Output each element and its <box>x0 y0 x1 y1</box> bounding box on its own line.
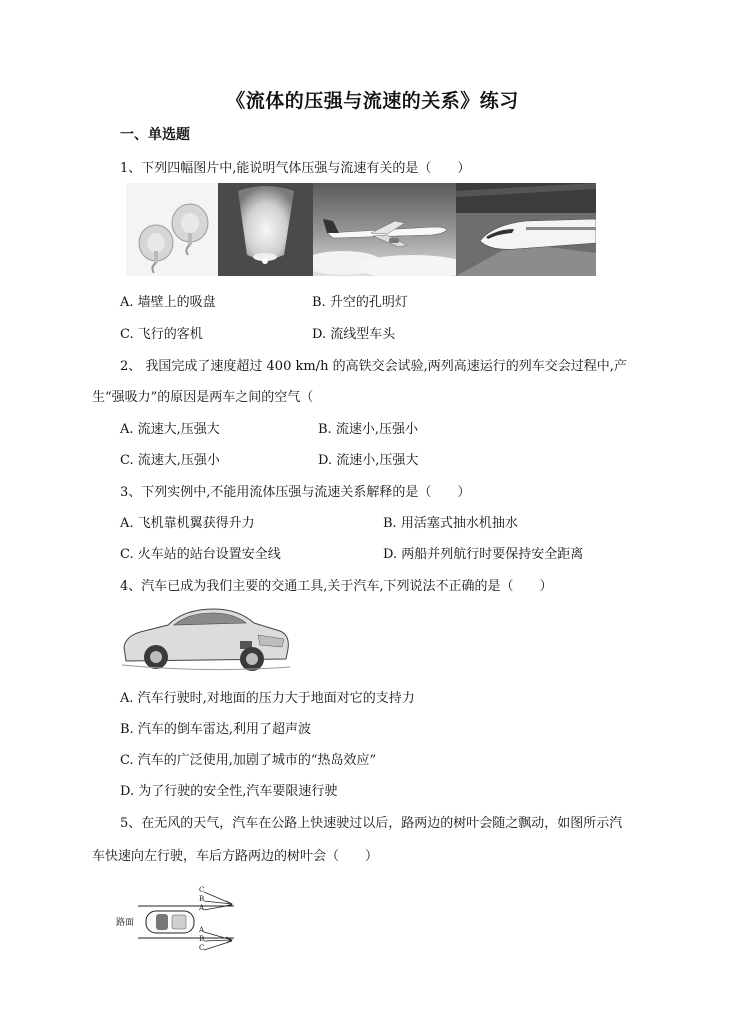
question-3-option-b[interactable]: B. 用活塞式抽水机抽水 <box>383 516 518 531</box>
airplane-photo <box>313 183 456 276</box>
question-2-option-a[interactable]: A. 流速大,压强大 <box>120 422 220 437</box>
question-1-stem: 1、下列四幅图片中,能说明气体压强与流速有关的是（ ） <box>120 161 471 176</box>
question-4-option-a[interactable]: A. 汽车行驶时,对地面的压力大于地面对它的支持力 <box>120 691 415 706</box>
label-top-c: C <box>199 886 205 894</box>
question-4-option-d[interactable]: D. 为了行驶的安全性,汽车要限速行驶 <box>120 784 338 799</box>
question-2-stem-line-1: 2、 我国完成了速度超过 400 km/h 的高铁交会试验,两列高速运行的列车交会过程中,产 <box>120 359 627 374</box>
question-4-option-c[interactable]: C. 汽车的广泛使用,加剧了城市的“热岛效应” <box>120 753 377 768</box>
high-speed-train-photo <box>456 183 596 276</box>
road-label: 路面 <box>116 918 135 928</box>
question-1-option-d[interactable]: D. 流线型车头 <box>312 327 396 342</box>
section-heading: 一、单选题 <box>120 127 190 143</box>
question-2-option-d[interactable]: D. 流速小,压强大 <box>318 453 419 468</box>
label-top-a: A <box>199 904 205 912</box>
suction-cup-photo <box>126 183 218 276</box>
car-photo <box>118 601 293 676</box>
question-4-stem: 4、汽车已成为我们主要的交通工具,关于汽车,下列说法不正确的是（ ） <box>120 579 553 594</box>
page-title: 《流体的压强与流速的关系》练习 <box>226 90 519 112</box>
question-3-option-a[interactable]: A. 飞机靠机翼获得升力 <box>120 516 255 531</box>
label-top-b: B <box>199 895 205 903</box>
question-5-stem-line-2: 车快速向左行驶，车后方路两边的树叶会（ ） <box>92 849 379 864</box>
question-1-option-a[interactable]: A. 墙壁上的吸盘 <box>120 295 216 310</box>
label-bottom-b: B <box>199 935 205 943</box>
sky-lantern-photo <box>218 183 313 276</box>
question-3-stem: 3、下列实例中,不能用流体压强与流速关系解释的是（ ） <box>120 485 471 500</box>
question-1-option-c[interactable]: C. 飞行的客机 <box>120 327 203 342</box>
question-5-stem-line-1: 5、在无风的天气，汽车在公路上快速驶过以后，路两边的树叶会随之飘动，如图所示汽 <box>120 816 623 831</box>
road-car-diagram <box>116 884 246 956</box>
question-2-stem-line-2: 生“强吸力”的原因是两车之间的空气（ <box>92 390 314 405</box>
label-bottom-a: A <box>199 926 205 934</box>
question-3-option-c[interactable]: C. 火车站的站台设置安全线 <box>120 547 281 562</box>
label-bottom-c: C <box>199 944 205 952</box>
question-4-option-b[interactable]: B. 汽车的倒车雷达,利用了超声波 <box>120 722 311 737</box>
question-2-option-c[interactable]: C. 流速大,压强小 <box>120 453 220 468</box>
question-2-option-b[interactable]: B. 流速小,压强小 <box>318 422 418 437</box>
question-1-option-b[interactable]: B. 升空的孔明灯 <box>312 295 408 310</box>
question-3-option-d[interactable]: D. 两船并列航行时要保持安全距离 <box>383 547 584 562</box>
